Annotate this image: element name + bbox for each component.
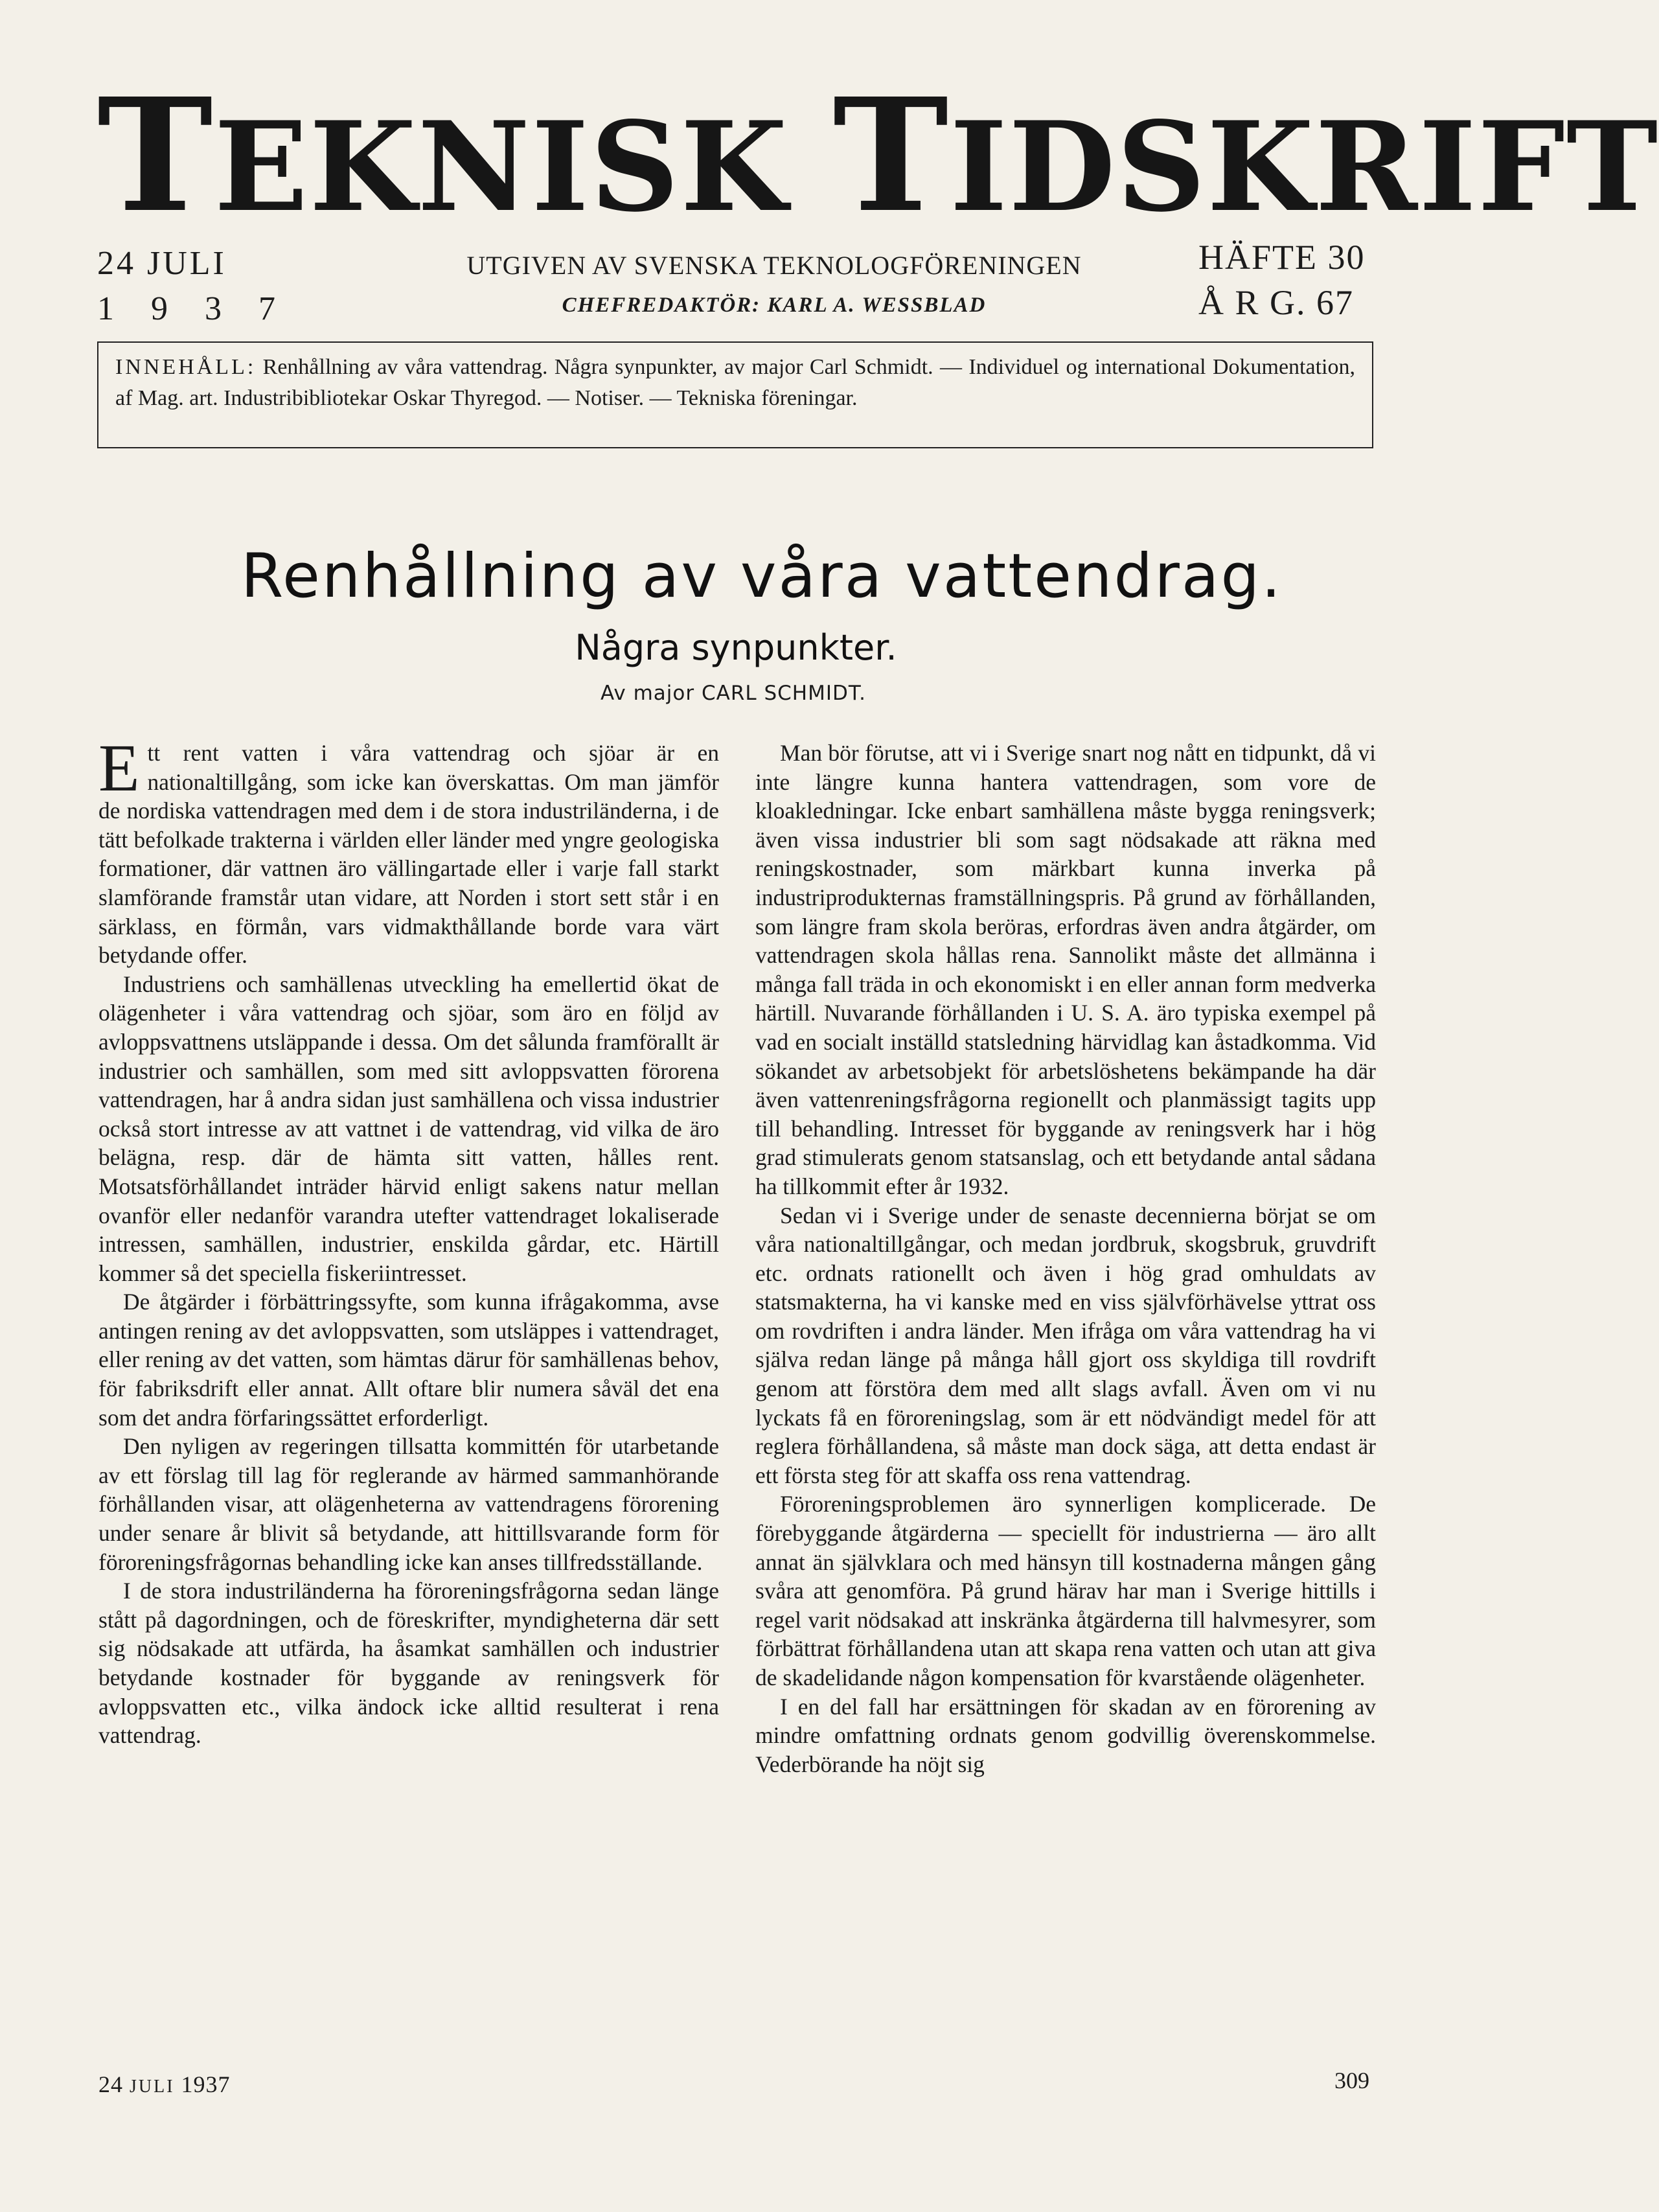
article-subtitle: Några synpunkter. bbox=[575, 627, 897, 668]
drop-cap: E bbox=[98, 731, 140, 805]
volume-number: Å R G. 67 bbox=[1198, 283, 1355, 322]
issue-number-block bbox=[1198, 235, 1366, 325]
editor-line: CHEFREDAKTÖR: KARL A. WESSBLAD bbox=[562, 294, 987, 317]
footer-date bbox=[98, 2071, 231, 2098]
contents-label: INNEHÅLL: bbox=[115, 355, 257, 379]
issue-number: HÄFTE 30 bbox=[1198, 238, 1366, 277]
paragraph bbox=[98, 731, 719, 970]
paragraph: Man bör förutse, att vi i Sverige snart nog nått en tidpunkt, då vi inte längre kunna hantera vattendragen, som vore de kloakledningar. Icke enbart samhällena måste bygga reningsverk; även vissa industrier bli som sagt nödsakade att räkna med reningskostnader, som märkbart kunna inverka på industriprodukternas framställningspris. På grund av förhållanden, som längre fram skola beröras, erfordras även andra åtgärder, om vattendragen skola hållas rena. Sannolikt måste det allmänna i många fall träda in och ekonomiskt i en eller annan form medverka härtill. Nuvarande förhållanden i U. S. A. äro typiska exempel på vad en socialt inställd statsledning härvidlag kan åstadkomma. Vid sökandet av arbetsobjekt för arbetslöshetens bekämpande ha där även vattenreningsfrågorna regionellt och planmässigt tagits upp till behandling. Intresset för byggande av reningsverk har i hög grad stimulerats genom statsanslag, och ett betydande antal sådana ha tillkommit efter år 1932. bbox=[755, 740, 1376, 1199]
masthead-title bbox=[97, 64, 1659, 247]
paragraph: I en del fall har ersättningen för skadan av en förorening av mindre omfattning ordnats genom godvillig överenskommelse. Vederbörande ha nöjt sig bbox=[755, 1693, 1376, 1777]
paragraph-text: tt rent vatten i våra vattendrag och sjöar är en nationaltillgång, som icke kan överskattas. Om man jämför de nordiska vattendragen med dem i de stora industriländerna, i de tätt befolkade trakterna i världen eller länder med yngre geologiska formationer, där vattnen äro vällingartade eller i varje fall starkt slamförande framstår utan vidare, att Norden i stort sett står i en särklass, en förmån, vars vidmakthållande borde vara värt betydande offer. bbox=[98, 740, 719, 969]
paragraph: Den nyligen av regeringen tillsatta kommittén för utarbetande av ett förslag till lag för reglerande av härmed sammanhörande förhållanden visar, att olägenheterna av vattendragens förorening under senare år blivit så betydande, att hittillsvarande form för föroreningsfrågornas behandling icke kan anses tillfredsställande. bbox=[98, 1433, 719, 1575]
contents-text: Renhållning av våra vattendrag. Några synpunkter, av major Carl Schmidt. — Individuel og international Dokumentation, af Mag. art. Industribibliotekar Oskar Thyregod. — Notiser. — Tekniska föreningar. bbox=[115, 355, 1355, 410]
paragraph: Föroreningsproblemen äro synnerligen komplicerade. De förebyggande åtgärderna — speciellt för industrierna — äro allt annat än självklara och med hänsyn till kostnaderna mången gång svåra att genomföra. På grund härav har man i Sverige hittills i regel varit nödsakad att inskränka åtgärderna till halvmesyrer, som förbättrat förhållandena utan att skapa rena vatten och utan att giva de skadelidande någon kompensation för kvarstående olägenheter. bbox=[755, 1491, 1376, 1690]
article-column-right bbox=[755, 739, 1376, 1779]
page-number: 309 bbox=[1334, 2068, 1369, 2093]
masthead-initial-1: T bbox=[97, 64, 214, 247]
paragraph: Sedan vi i Sverige under de senaste decennierna börjat se om våra nationaltillgångar, och medan jordbruk, skogsbruk, gruvdrift etc. ordnats rationellt och även i hög grad omhuldats av statsmakterna, ha vi kanske med en viss självförhävelse yttrat oss om rovdriften i andra länder. Men ifråga om våra vattendrag ha vi själva redan länge på många håll gjort oss skyldiga till rovdrift genom att förstöra dem med allt slags avfall. Även om vi nu lyckats få en föroreningslag, som är ett nödvändigt medel för att reglera förhållandena, så måste man dock säga, att detta endast är ett första steg för att skaffa oss rena vattendrag. bbox=[755, 1202, 1376, 1488]
article-title: Renhållning av våra vattendrag. bbox=[240, 541, 1283, 612]
paragraph: Industriens och samhällenas utveckling ha emellertid ökat de olägenheter i våra vattendrag och sjöar, som äro en följd av avloppsvattnens utsläppande i dessa. Om det sålunda framförallt är industrier och samhällen, som med sitt avloppsvatten förorena vattendragen, har å andra sidan just samhällena och vissa industrier också stort intresse av att vattnet i de vattendrag, vid vilka de äro belägna, resp. där de hämta sitt vatten, hålles rent. Motsatsförhållandet inträder härvid enligt sakens natur mellan ovanför eller nedanför varandra utefter vattendraget lokaliserade intressen, samhällen, industrier, enskilda gårdar, etc. Härtill kommer så det speciella fiskeriintresset. bbox=[98, 971, 719, 1286]
issue-year: 1 9 3 7 bbox=[97, 290, 290, 327]
masthead-word-1: EKNISK bbox=[214, 95, 833, 239]
issue-date: 24 JULI bbox=[97, 245, 227, 282]
footer-month: JULI bbox=[130, 2077, 175, 2097]
publisher-block bbox=[395, 248, 1153, 317]
footer-day: 24 bbox=[98, 2071, 123, 2097]
paragraph: De åtgärder i förbättringssyfte, som kunna ifrågakomma, avse antingen rening av det avloppsvatten, som utsläppes i vattendraget, eller rening av det vatten, som hämtas därur för samhällenas behov, för fabriksdrift eller annat. Allt oftare blir numera såväl det ena som det andra förfaringssättet erforderligt. bbox=[98, 1289, 719, 1431]
masthead-initial-2: T bbox=[832, 64, 950, 247]
article-column-left bbox=[98, 731, 719, 1750]
paragraph: I de stora industriländerna ha föroreningsfrågorna sedan länge stått på dagordningen, och de föreskrifter, myndigheterna där sett sig nödsakade att utfärda, ha åsamkat samhällen och industrier betydande kostnader för byggande av reningsverk för avloppsvatten etc., vilka ändock icke alltid resulterat i rena vattendrag. bbox=[98, 1578, 719, 1749]
table-of-contents bbox=[97, 341, 1373, 448]
article-author: Av major CARL SCHMIDT. bbox=[601, 682, 866, 705]
issue-date-block bbox=[97, 241, 290, 332]
masthead-word-2: IDSKRIFT bbox=[950, 95, 1659, 239]
footer-year: 1937 bbox=[181, 2071, 231, 2097]
publisher-line: UTGIVEN AV SVENSKA TEKNOLOGFÖRENINGEN bbox=[466, 251, 1082, 280]
